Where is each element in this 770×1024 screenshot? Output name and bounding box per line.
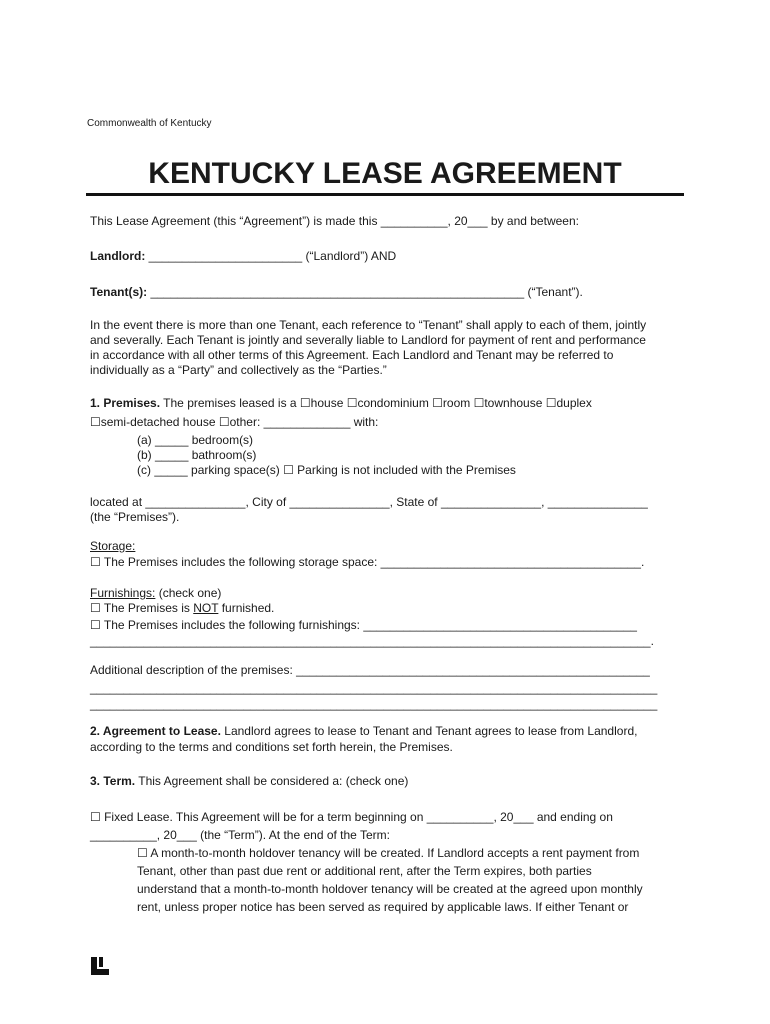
furnishings-not-word: NOT — [193, 601, 219, 615]
agreement-line-2: according to the terms and conditions set forth herein, the Premises. — [90, 740, 453, 754]
term-line — [90, 774, 408, 789]
holdover-line-2: Tenant, other than past due rent or additional rent, after the Term expires, both parties — [137, 864, 592, 878]
term-text: This Agreement shall be considered a: (check one) — [135, 774, 409, 788]
holdover-line-1: ☐ A month-to-month holdover tenancy will be created. If Landlord accepts a rent payment from — [137, 846, 640, 860]
parking-item: (c) _____ parking space(s) ☐ Parking is not included with the Premises — [137, 463, 516, 477]
additional-line-3: _____________________________________________________________________________________ — [90, 697, 658, 711]
premises-heading: 1. Premises. — [90, 396, 161, 410]
furnishings-note: (check one) — [155, 586, 222, 600]
agreement-text: Landlord agrees to lease to Tenant and Tenant agrees to lease from Landlord, — [220, 724, 638, 738]
furnishings-line-2: ____________________________________________________________________________________. — [90, 634, 654, 648]
landlord-line — [90, 249, 396, 264]
state-label: Commonwealth of Kentucky — [87, 118, 212, 129]
location-line-1: located at _______________, City of _______________, State of _______________, _______________ — [90, 495, 648, 509]
multi-tenant-line-1: In the event there is more than one Tenant, each reference to “Tenant” shall apply to each of them, jointly — [90, 318, 647, 332]
location-line-2: (the “Premises”). — [90, 510, 180, 524]
storage-heading: Storage: — [90, 539, 136, 553]
landlord-blank: _______________________ (“Landlord”) AND — [145, 249, 397, 263]
tenant-label: Tenant(s): — [90, 285, 148, 299]
fixed-lease-line-2: __________, 20___ (the “Term”). At the end of the Term: — [90, 828, 390, 842]
furnishings-not-line — [90, 601, 274, 616]
premises-line-2: ☐semi-detached house ☐other: _____________ with: — [90, 415, 379, 429]
document-title: KENTUCKY LEASE AGREEMENT — [148, 157, 622, 190]
holdover-line-3: understand that a month-to-month holdover tenancy will be created at the agreed upon monthly — [137, 882, 643, 896]
multi-tenant-line-2: and severally. Each Tenant is jointly and severally liable to Landlord for payment of rent and performance — [90, 333, 646, 347]
title-underline — [86, 193, 684, 196]
additional-line: Additional description of the premises: _____________________________________________________ — [90, 663, 650, 677]
furnishings-not-prefix: ☐ The Premises is — [90, 601, 194, 615]
furnishings-line: ☐ The Premises includes the following furnishings: _________________________________________ — [90, 618, 637, 632]
bedrooms-item: (a) _____ bedroom(s) — [137, 433, 254, 447]
agreement-heading: 2. Agreement to Lease. — [90, 724, 221, 738]
furnishings-not-suffix: furnished. — [218, 601, 275, 615]
bathrooms-item: (b) _____ bathroom(s) — [137, 448, 257, 462]
furnishings-heading-line — [90, 586, 221, 601]
lawdistrict-logo-icon — [91, 957, 109, 975]
premises-line-1 — [90, 396, 592, 411]
agreement-line-1 — [90, 724, 637, 739]
multi-tenant-line-4: individually as a “Party” and collectively as the “Parties.” — [90, 363, 387, 377]
landlord-label: Landlord: — [90, 249, 146, 263]
additional-line-2: _____________________________________________________________________________________ — [90, 681, 658, 695]
storage-line: ☐ The Premises includes the following storage space: _______________________________________. — [90, 555, 645, 569]
term-heading: 3. Term. — [90, 774, 136, 788]
premises-types: The premises leased is a ☐house ☐condominium ☐room ☐townhouse ☐duplex — [160, 396, 592, 410]
furnishings-heading: Furnishings: — [90, 586, 156, 600]
holdover-line-4: rent, unless proper notice has been served as required by applicable laws. If either Tenant or — [137, 900, 629, 914]
tenant-line — [90, 285, 583, 300]
intro-line: This Lease Agreement (this “Agreement”) is made this __________, 20___ by and between: — [90, 214, 579, 228]
tenant-blank: ________________________________________________________ (“Tenant”). — [147, 285, 583, 299]
fixed-lease-line-1: ☐ Fixed Lease. This Agreement will be for a term beginning on __________, 20___ and ending on — [90, 810, 613, 824]
multi-tenant-line-3: in accordance with all other terms of this Agreement. Each Landlord and Tenant may be referred to — [90, 348, 614, 362]
